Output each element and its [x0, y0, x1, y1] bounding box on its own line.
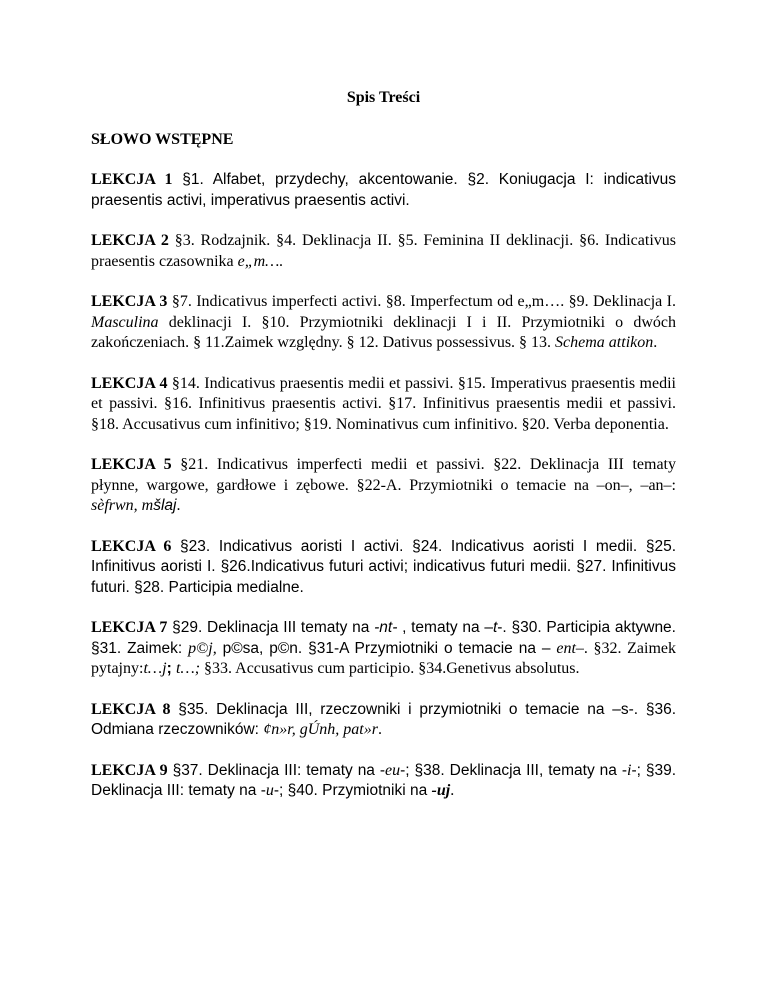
lesson-9-text-c: -; §38. Deklinacja III, tematy na - [400, 761, 627, 779]
lesson-5-entry [91, 455, 676, 517]
lesson-5-text-d: . [176, 497, 181, 514]
lesson-4-text: §14. Indicativus praesentis medii et passivi. §15. Imperativus praesentis medii et passivi. §16. Infinitivus praesentis activi. §17. Infinitivus praesentis medii et passivi. §18. Accusativus cum infinitivo; §19. Nominativus cum infinitivo. §20. Verba deponentia. [91, 374, 676, 433]
lesson-7-text-i: –. §32. Zaimek pytajny: [91, 639, 676, 677]
lesson-7-text-h: ent [556, 639, 576, 657]
lesson-7-greek-j: t…j [143, 660, 167, 677]
lesson-8-text-c: . [377, 721, 382, 738]
lesson-3-text-e: . [653, 334, 658, 351]
lesson-7-text-a: §29. Deklinacja III tematy na [167, 619, 375, 636]
lesson-9-text-b: eu [385, 761, 401, 779]
page-title: Spis Treści [346, 89, 421, 106]
lesson-7-text-m: §33. Accusativus cum participio. §34.Genetivus absolutus. [200, 660, 580, 677]
lesson-7-text-g: p©sa, p©n. §31-A Przymiotniki o temacie na – [216, 639, 557, 657]
lesson-7-greek-l: t…; [176, 660, 201, 677]
lesson-2-greek-word: e„m…. [237, 252, 284, 270]
preface-entry: SŁOWO WSTĘPNE [91, 131, 234, 148]
lesson-1-text: §1. Alfabet, przydechy, akcentowanie. §2. Koniugacja I: indicativus praesentis activi, imperativus praesentis activi. [91, 171, 677, 209]
lesson-9-entry [91, 761, 676, 802]
lesson-7-heading: LEKCJA 7 [91, 619, 168, 636]
lesson-1-heading: LEKCJA 1 [91, 171, 173, 188]
lesson-3-text-c: deklinacji I. §10. Przymiotniki deklinacji I i II. Przymiotniki o dwóch zakończeniach. § 11.Zaimek względny. § 12. Dativus possessivus. § 13. [91, 313, 676, 351]
lesson-7-text-e: -. §30. Participia aktywne. §31. Zaimek: [91, 619, 676, 657]
lesson-6-entry [91, 537, 676, 599]
lesson-9-text-g: -; §40. Przymiotniki na [273, 782, 432, 799]
lesson-2-heading: LEKCJA 2 [91, 232, 169, 249]
lesson-3-text-italic-b: Schema attikon [555, 334, 654, 351]
lesson-7-text-c: , tematy na – [397, 619, 493, 636]
lesson-7-text-d: t [492, 619, 498, 636]
lesson-3-heading: LEKCJA 3 [91, 293, 168, 310]
lesson-9-text-i: . [450, 782, 455, 799]
lesson-9-text-d: i [627, 761, 632, 779]
lesson-8-entry [91, 700, 676, 741]
lesson-5-heading: LEKCJA 5 [91, 456, 172, 473]
lesson-4-entry [91, 374, 676, 436]
lesson-7-text-b: -nt- [374, 619, 398, 636]
lesson-5-greek-a: sèfrwn, m [91, 497, 154, 514]
lesson-4-heading: LEKCJA 4 [91, 374, 168, 392]
lesson-9-text-a: §37. Deklinacja III: tematy na - [167, 761, 386, 779]
lesson-7-entry [91, 618, 676, 680]
lesson-8-greek-b: ¢n»r, gÚnh, pat»r [263, 721, 378, 738]
lesson-6-text: §23. Indicativus aoristi I activi. §24. Indicativus aoristi I medii. §25. Infinitivus aoristi I. §26.Indicativus futuri activi; indicativus futuri medii. §27. Infinitivus futuri. §28. Participia medialne. [91, 537, 677, 596]
lesson-2-text: §3. Rodzajnik. §4. Deklinacja II. §5. Feminina II deklinacji. §6. Indicativus praesentis czasownika [91, 232, 677, 270]
lesson-3-text-italic-a: Masculina [91, 313, 159, 331]
lesson-3-entry [91, 292, 676, 354]
lesson-2-entry [91, 231, 676, 272]
lesson-5-greek-b: šlaj [153, 497, 177, 514]
lesson-9-text-f: u [265, 782, 274, 799]
lesson-7-text-k: ; [166, 660, 177, 677]
lesson-9-text-e: -; §39. Deklinacja III: tematy na - [91, 761, 677, 799]
lesson-1-entry [91, 170, 676, 211]
lesson-8-heading: LEKCJA 8 [91, 700, 171, 718]
lesson-9-heading: LEKCJA 9 [91, 761, 168, 779]
lesson-5-text-a: §21. Indicativus imperfecti medii et passivi. §22. Deklinacja III tematy płynne, wargowe, gardłowe i zębowe. §22-A. Przymiotniki o temacie na –on–, –an–: [91, 456, 677, 494]
lesson-6-heading: LEKCJA 6 [91, 537, 172, 555]
lesson-8-text-a: §35. Deklinacja III, rzeczowniki i przymiotniki o temacie na –s-. §36. Odmiana rzeczowników: [91, 700, 677, 738]
lesson-3-text-a: §7. Indicativus imperfecti activi. §8. Imperfectum od e„m…. §9. Deklinacja I. [167, 293, 677, 310]
table-of-contents-page [91, 88, 676, 802]
lesson-9-text-h: -uj [431, 782, 451, 799]
lesson-7-greek-f: p©j, [188, 639, 217, 657]
